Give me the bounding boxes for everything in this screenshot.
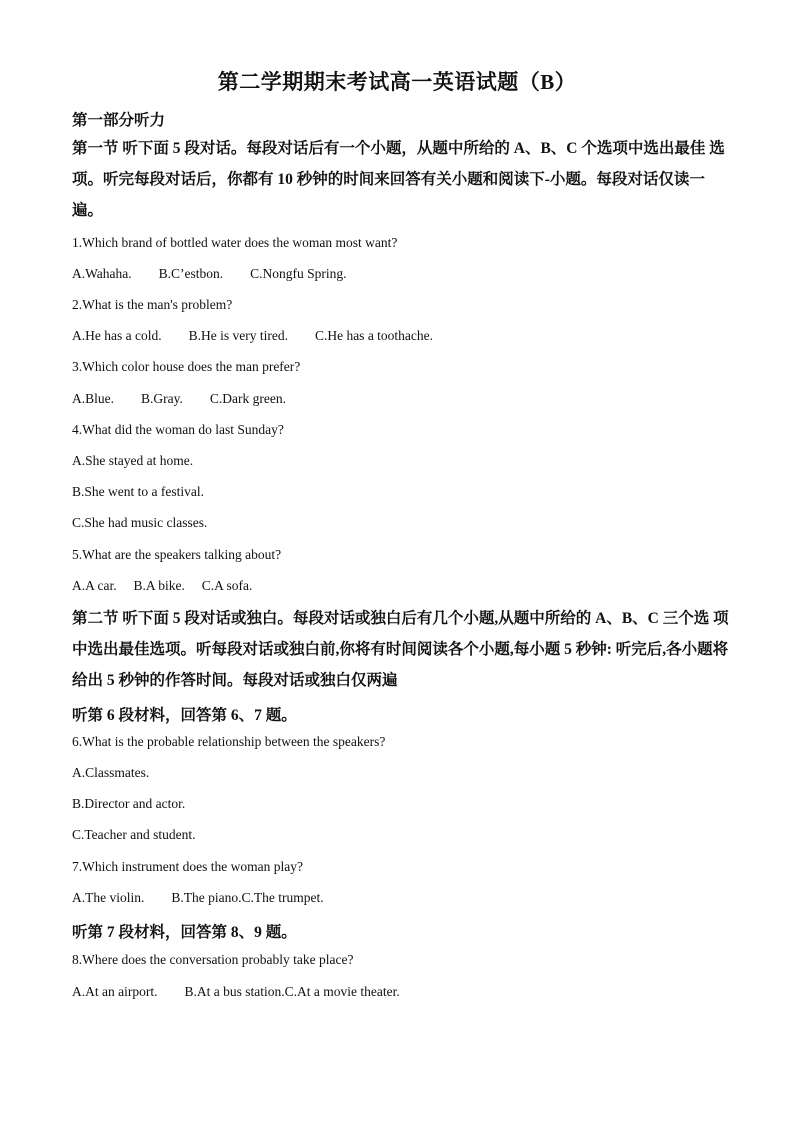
question-5: 5.What are the speakers talking about? bbox=[72, 547, 282, 562]
question-7: 7.Which instrument does the woman play? bbox=[72, 859, 303, 874]
question-4-option-b: B.She went to a festival. bbox=[72, 484, 204, 499]
section2-instructions: 第二节 听下面 5 段对话或独白。每段对话或独白后有几个小题,从题中所给的 A、B、C 三个选 项中选出最佳选项。听每段对话或独白前,你将有时间阅读各个小题,每小题 5 秒钟: 听完后,各小题将给出 5 秒钟的作答时间。每段对话或独白仅两遍 bbox=[72, 610, 729, 689]
question-4-option-a: A.She stayed at home. bbox=[72, 453, 194, 468]
question-4-option-c: C.She had music classes. bbox=[72, 515, 208, 530]
part1-heading: 第一部分听力 bbox=[72, 112, 166, 129]
material7-heading: 听第 7 段材料，回答第 8、9 题。 bbox=[72, 924, 297, 941]
question-6-option-b: B.Director and actor. bbox=[72, 796, 186, 811]
question-8-options: A.At an airport. B.At a bus station.C.At a movie theater. bbox=[72, 984, 400, 999]
question-2-options: A.He has a cold. B.He is very tired. C.He has a toothache. bbox=[72, 328, 434, 343]
question-2: 2.What is the man's problem? bbox=[72, 297, 233, 312]
question-1-options: A.Wahaha. B.C’estbon. C.Nongfu Spring. bbox=[72, 266, 347, 281]
question-3-options: A.Blue. B.Gray. C.Dark green. bbox=[72, 391, 286, 406]
question-6-option-a: A.Classmates. bbox=[72, 765, 150, 780]
question-8: 8.Where does the conversation probably take place? bbox=[72, 952, 354, 967]
question-4: 4.What did the woman do last Sunday? bbox=[72, 422, 284, 437]
question-1: 1.Which brand of bottled water does the woman most want? bbox=[72, 235, 398, 250]
question-5-options: A.A car. B.A bike. C.A sofa. bbox=[72, 578, 253, 593]
section1-instructions: 第一节 听下面 5 段对话。每段对话后有一个小题，从题中所给的 A、B、C 个选项中选出最佳 选项。听完每段对话后，你都有 10 秒钟的时间来回答有关小题和阅读下-小题。每段对话仅读一遍。 bbox=[72, 140, 725, 219]
question-6: 6.What is the probable relationship between the speakers? bbox=[72, 734, 386, 749]
question-3: 3.Which color house does the man prefer? bbox=[72, 359, 301, 374]
material6-heading: 听第 6 段材料，回答第 6、7 题。 bbox=[72, 707, 297, 724]
question-6-option-c: C.Teacher and student. bbox=[72, 827, 196, 842]
page-title: 第二学期期末考试高一英语试题（B） bbox=[217, 70, 577, 94]
question-7-options: A.The violin. B.The piano.C.The trumpet. bbox=[72, 890, 324, 905]
